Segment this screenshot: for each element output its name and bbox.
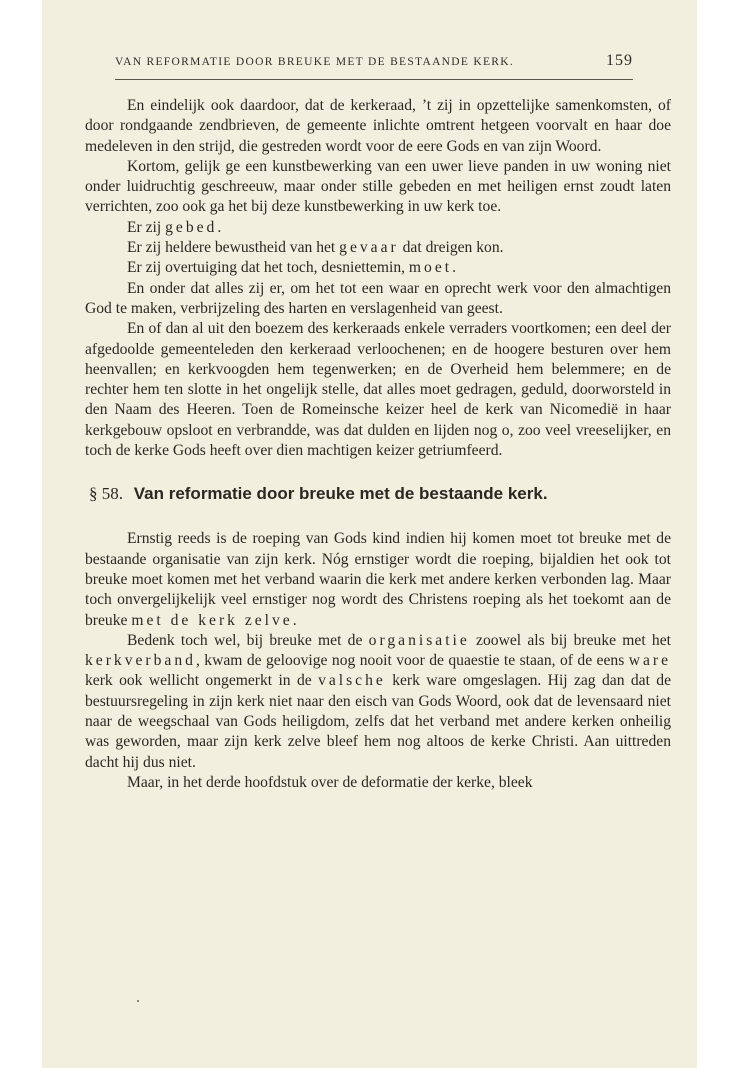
page-number: 159 [606, 52, 633, 69]
spaced-emphasis: valsche [318, 672, 386, 690]
spaced-emphasis: met de kerk zelve [131, 611, 293, 629]
paragraph: Bedenk toch wel, bij breuke met de organisatie zoowel als bij breuke met het kerkverband, kwam de geloovige nog nooit voor de quaestie te staan, of de eens ware kerk ook wellicht ongemerkt in de valsche kerk ware omgeslagen. Hij zag dan dat de bestuursregeling in zijn kerk niet naar den eisch van Gods Woord, ook dat de levensaard niet naar de weegschaal van Gods heiligdom, zelfs dat het verband met andere kerken onheilig was geworden, maar zijn kerk zelve bleef hem nog altoos de kerke Christi. Aan uittreden dacht hij dus niet. [85, 631, 671, 771]
body-text [85, 96, 671, 793]
header-rule [115, 79, 633, 80]
spaced-emphasis: ware [628, 652, 671, 670]
running-title: VAN REFORMATIE DOOR BREUKE MET DE BESTAANDE KERK. [115, 56, 515, 68]
paragraph: Er zij gebed. [127, 218, 222, 236]
spaced-emphasis: gebed [165, 218, 218, 236]
book-page [42, 0, 697, 1068]
paragraph: Er zij heldere bewustheid van het gevaar dat dreigen kon. [127, 239, 504, 257]
spaced-emphasis: moet [408, 259, 453, 277]
page-header [115, 52, 633, 78]
spaced-emphasis: gevaar [339, 239, 399, 257]
paragraph: En of dan al uit den boezem des kerkeraads enkele verraders voortkomen; een deel der afgedoolde gemeenteleden den kerkeraad verloochenen; en de hoogere besturen over hem heenvallen; en kerkvoogden hem tegenwerken; en de Overheid hem belemmere; en de rechter hem ten slotte in het ongelijk stelle, dat alles moet gedragen, geduld, doorworsteld in den Naam des Heeren. Toen de Romeinsche keizer heel de kerk van Nicomedië in haar kerkgebouw opsloot en verbrandde, was dat dulden en lijden nog o, zoo veel vreeselijker, en toch de kerke Gods heeft over dien machtigen keizer getriumfeerd. [85, 320, 671, 460]
spaced-emphasis: organisatie [368, 631, 470, 649]
paragraph: En onder dat alles zij er, om het tot een waar en oprecht werk voor den almachtigen God te maken, verbrijzeling des harten en verslagenheid van geest. [85, 279, 671, 317]
spaced-emphasis: kerkverband [85, 652, 196, 670]
paragraph: En eindelijk ook daardoor, dat de kerkeraad, ’t zij in opzettelijke samenkomsten, of door rondgaande zendbrieven, de gemeente inlichte omtrent hetgeen voorvalt en haar doe medeleven in den strijd, die gestreden wordt voor de eere Gods en van zijn Woord. [85, 97, 671, 155]
paragraph: Er zij overtuiging dat het toch, desniettemin, moet. [127, 259, 457, 277]
paragraph: Maar, in het derde hoofdstuk over de deformatie der kerke, bleek [127, 773, 533, 791]
page-speck [137, 1000, 139, 1002]
paragraph: Kortom, gelijk ge een kunstbewerking van een uwer lieve panden in uw woning niet onder luidruchtig geschreeuw, maar onder stille gebeden en met heiligen ernst zoudt laten verrichten, zoo ook ga het bij deze kunstbewerking in uw kerk toe. [85, 157, 671, 216]
paragraph: Ernstig reeds is de roeping van Gods kind indien hij komen moet tot breuke met de bestaande organisatie van zijn kerk. Nóg ernstiger wordt die roeping, bijaldien het ook tot breuke moet komen met het verband waarin die kerk met andere kerken verbonden lag. Maar toch onvergelijkelijk veel ernstiger nog wordt des Christens roeping als het toekomt aan de breuke met de kerk zelve. [85, 530, 671, 629]
section-number: § 58. [89, 484, 123, 504]
section-heading [85, 483, 671, 505]
section-title: Van reformatie door breuke met de bestaande kerk. [133, 484, 548, 504]
